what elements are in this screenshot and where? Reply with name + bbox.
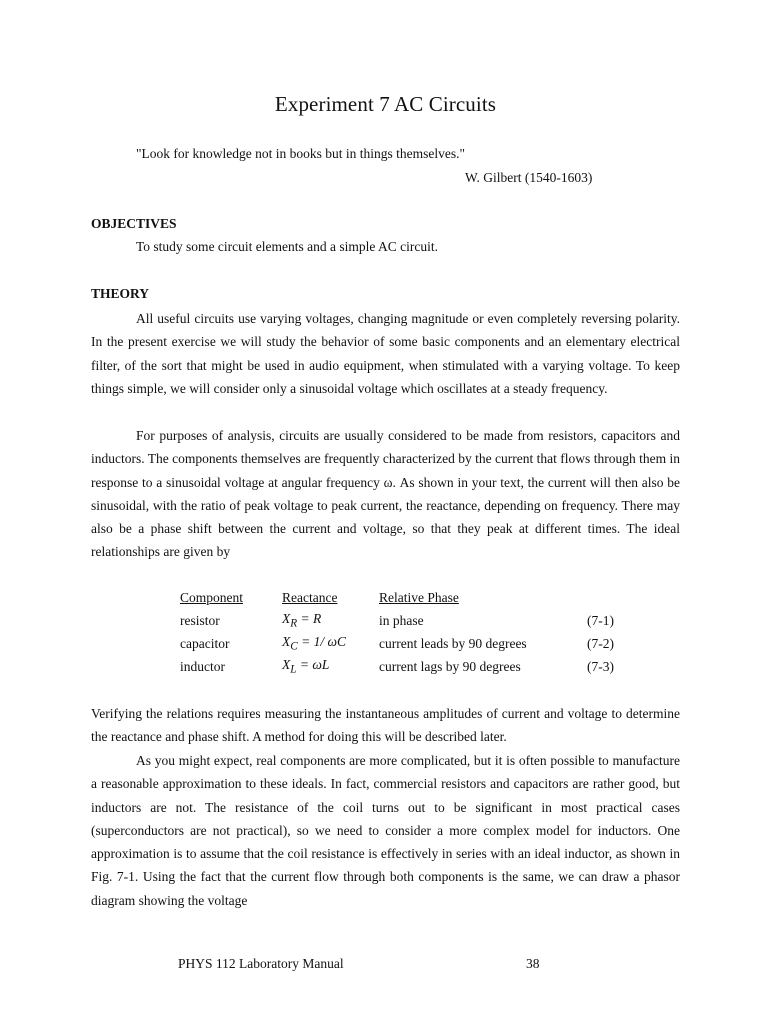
relative-phase: current lags by 90 degrees [379,658,521,674]
component-name: resistor [180,612,220,628]
component-name: inductor [180,658,225,674]
table-row [180,655,627,678]
relative-phase: in phase [379,612,424,628]
table-row [180,632,627,655]
reactance-formula: $X_C = 1/$ ωC [282,634,347,653]
table-header-reactance: Reactance [282,589,338,605]
equation-number: (7-3) [587,658,614,674]
table-header-phase: Relative Phase [379,589,459,605]
theory-heading: THEORY [91,286,150,301]
reactance-formula: $X_L = \omega L$ [282,657,330,676]
objectives-heading: OBJECTIVES [91,216,177,231]
epigraph-attribution: W. Gilbert (1540-1603) [465,170,593,185]
page-number: 38 [526,956,540,971]
component-name: capacitor [180,635,230,651]
theory-paragraph-2: For purposes of analysis, circuits are usually considered to be made from resistors, capacitors and inductors. The components themselves are frequently characterized by the current that flows through them in response to a sinusoidal voltage at angular frequency ω. As shown in your text, the current will then also be sinusoidal, with the ratio of peak voltage to peak current, the reactance, depending on frequency. There may also be a phase shift between the current and voltage, so that they peak at different times. The ideal relationships are given by [91,428,680,560]
table-row [180,609,627,632]
equation-number: (7-1) [587,612,614,628]
table-header-component: Component [180,589,243,605]
reactance-table [180,586,627,678]
page-title: Experiment 7 AC Circuits [274,92,497,116]
relative-phase: current leads by 90 degrees [379,635,527,651]
epigraph-quote: "Look for knowledge not in books but in things themselves." [136,146,465,161]
footer-manual-title: PHYS 112 Laboratory Manual [178,956,344,971]
equation-number: (7-2) [587,635,614,651]
objectives-text: To study some circuit elements and a simple AC circuit. [136,239,438,254]
theory-paragraph-4: As you might expect, real components are more complicated, but it is often possible to manufacture a reasonable approximation to these ideals. In fact, commercial resistors and capacitors are rather good, but inductors are not. The resistance of the coil turns out to be significant in most practical cases (superconductors are not practical), so we need to consider a more complex model for inductors. One approximation is to assume that the coil resistance is effectively in series with an ideal inductor, as shown in Fig. 7-1. Using the fact that the current flow through both components is the same, we can draw a phasor diagram showing the voltage [91,753,680,908]
table-header-row [180,586,627,609]
theory-paragraph-1: All useful circuits use varying voltages, changing magnitude or even completely reversing polarity. In the present exercise we will study the behavior of some basic components and an elementary electrical filter, of the sort that might be used in audio equipment, when stimulated with a varying voltage. To keep things simple, we will consider only a sinusoidal voltage which oscillates at a steady frequency. [91,311,680,396]
reactance-formula: $X_R = R$ [282,611,322,630]
theory-paragraph-3: Verifying the relations requires measuring the instantaneous amplitudes of current and voltage to determine the reactance and phase shift. A method for doing this will be described later. [91,706,680,745]
